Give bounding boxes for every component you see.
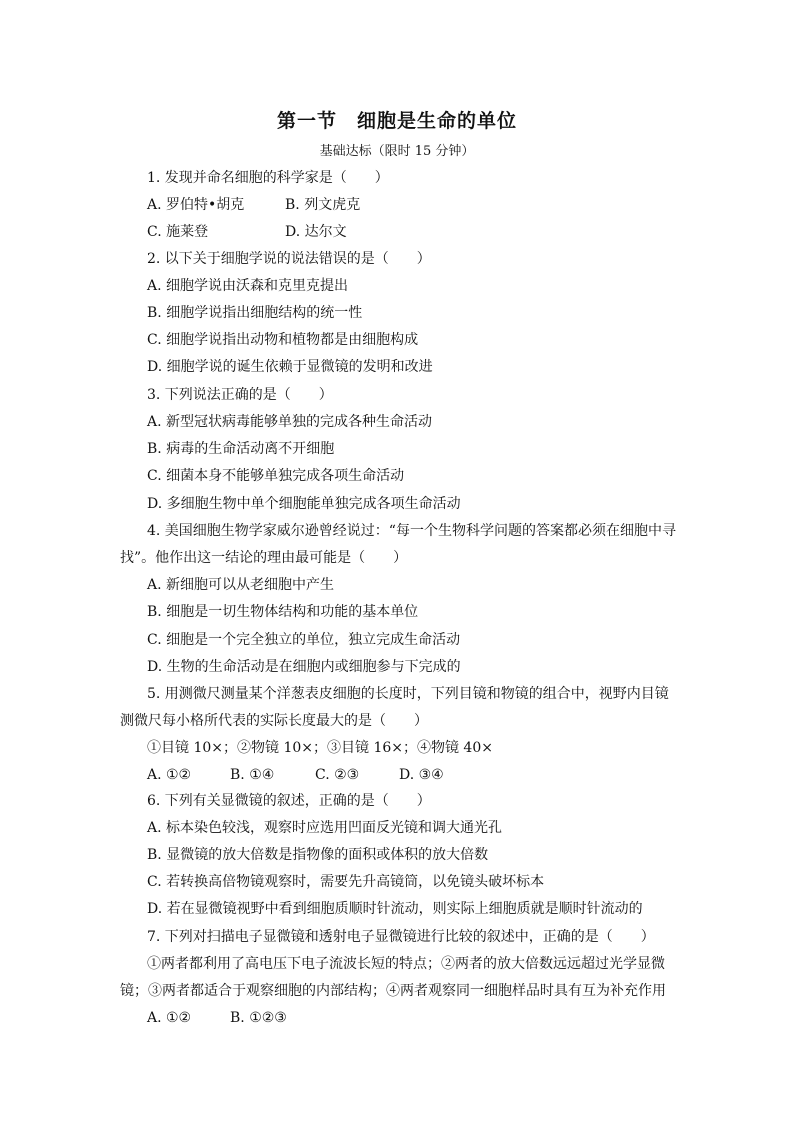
question-2-option-d: D. 细胞学说的诞生依赖于显微镜的发明和改进 bbox=[147, 359, 433, 375]
question-4-stem-line-2: 找”。他作出这一结论的理由最可能是（ ） bbox=[120, 550, 408, 566]
question-3-option-a: A. 新型冠状病毒能够单独的完成各种生命活动 bbox=[147, 414, 433, 430]
question-5-options-row bbox=[147, 765, 444, 785]
question-3-option-d: D. 多细胞生物中单个细胞能单独完成各项生命活动 bbox=[147, 496, 461, 512]
question-7-items-line-1: ①两者都利用了高电压下电子流波长短的特点；②两者的放大倍数远远超过光学显微 bbox=[147, 956, 665, 972]
question-7-items-line-2: 镜；③两者都适合于观察细胞的内部结构；④两者观察同一细胞样品时具有互为补充作用 bbox=[120, 983, 666, 999]
question-2-stem: 2. 以下关于细胞学说的说法错误的是（ ） bbox=[147, 251, 431, 267]
question-5-items: ①目镜 10×；②物镜 10×；③目镜 16×；④物镜 40× bbox=[147, 740, 493, 756]
question-6-option-b: B. 显微镜的放大倍数是指物像的面积或体积的放大倍数 bbox=[147, 847, 489, 863]
question-2-option-b: B. 细胞学说指出细胞结构的统一性 bbox=[147, 305, 363, 321]
question-3-stem: 3. 下列说法正确的是（ ） bbox=[147, 387, 333, 403]
question-1-options-row-2 bbox=[147, 222, 347, 242]
question-2-option-a: A. 细胞学说由沃森和克里克提出 bbox=[147, 278, 349, 294]
question-5-stem-line-1: 5. 用测微尺测量某个洋葱表皮细胞的长度时，下列目镜和物镜的组合中，视野内目镜 bbox=[147, 686, 669, 702]
question-4-stem-line-1: 4. 美国细胞生物学家威尔逊曾经说过：“每一个生物科学问题的答案都必须在细胞中寻 bbox=[147, 523, 676, 539]
question-5-stem-line-2: 测微尺每小格所代表的实际长度最大的是（ ） bbox=[120, 713, 428, 729]
question-3-option-b: B. 病毒的生命活动离不开细胞 bbox=[147, 441, 335, 457]
question-7-option-a: A. ①② bbox=[147, 1010, 192, 1026]
question-5-option-c: C. ②③ bbox=[315, 767, 360, 783]
question-7-options-row bbox=[147, 1008, 287, 1028]
question-1-option-d: D. 达尔文 bbox=[285, 224, 347, 240]
question-4-option-d: D. 生物的生命活动是在细胞内或细胞参与下完成的 bbox=[147, 659, 461, 675]
question-4-option-b: B. 细胞是一切生物体结构和功能的基本单位 bbox=[147, 604, 419, 620]
question-1-options-row-1 bbox=[147, 195, 361, 215]
question-5-option-b: B. ①④ bbox=[230, 767, 275, 783]
question-4-option-a: A. 新细胞可以从老细胞中产生 bbox=[147, 577, 335, 593]
question-2-option-c: C. 细胞学说指出动物和植物都是由细胞构成 bbox=[147, 332, 419, 348]
question-6-stem: 6. 下列有关显微镜的叙述，正确的是（ ） bbox=[147, 793, 431, 809]
question-6-option-d: D. 若在显微镜视野中看到细胞质顺时针流动，则实际上细胞质就是顺时针流动的 bbox=[147, 901, 643, 917]
question-7-stem: 7. 下列对扫描电子显微镜和透射电子显微镜进行比较的叙述中，正确的是（ ） bbox=[147, 929, 655, 945]
question-6-option-a: A. 标本染色较浅，观察时应选用凹面反光镜和调大通光孔 bbox=[147, 820, 503, 836]
question-3-option-c: C. 细菌本身不能够单独完成各项生命活动 bbox=[147, 468, 405, 484]
question-1-stem: 1. 发现并命名细胞的科学家是（ ） bbox=[147, 170, 389, 186]
question-1-option-c: C. 施莱登 bbox=[147, 224, 209, 240]
question-5-option-a: A. ①② bbox=[147, 767, 192, 783]
question-6-option-c: C. 若转换高倍物镜观察时，需要先升高镜筒，以免镜头破坏标本 bbox=[147, 874, 545, 890]
section-subtitle: 基础达标（限时 15 分钟） bbox=[319, 144, 475, 159]
question-4-option-c: C. 细胞是一个完全独立的单位，独立完成生命活动 bbox=[147, 632, 461, 648]
question-1-option-b: B. 列文虎克 bbox=[285, 197, 361, 213]
question-7-option-b: B. ①②③ bbox=[230, 1010, 287, 1026]
page-title: 第一节 细胞是生命的单位 bbox=[276, 110, 517, 132]
question-5-option-d: D. ③④ bbox=[399, 767, 444, 783]
question-1-option-a: A. 罗伯特•胡克 bbox=[147, 197, 245, 213]
